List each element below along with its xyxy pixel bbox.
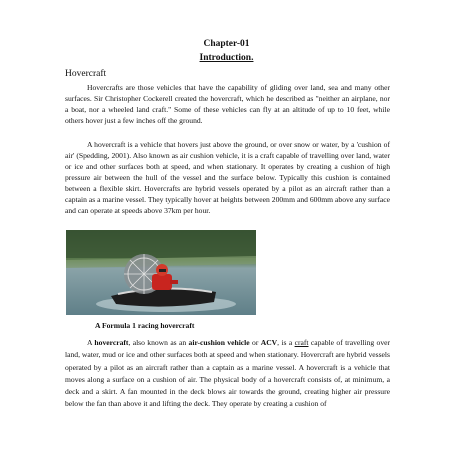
p3-rest: capable of travelling over land, water, mud or ice and other surfaces both at speed and when stationary. Hovercraft are hybrid vessels operated by a pilot as an aircraft rather than a captain as a marine vessel. A hovercraft is a vehicle that moves along a surface on a cushion of air. The physical body of a hovercraft consists of, at minimum, a deck and a skirt. A fan mounted in the deck blows air towards the ground, creating higher air pressure below the fan than above it and lifting the deck. They operate by creating a cushion of xyxy=(65,338,391,409)
term-hovercraft: hovercraft xyxy=(94,338,129,347)
p3-text-3: , is a xyxy=(277,338,295,347)
hovercraft-photo xyxy=(66,230,256,315)
p3-lead: A xyxy=(87,338,95,347)
figure-caption: A Formula 1 racing hovercraft xyxy=(95,321,195,330)
section-title: Hovercraft xyxy=(65,69,107,79)
term-acv: ACV xyxy=(260,338,278,347)
chapter-number: Chapter-01 xyxy=(203,39,250,49)
paragraph-acv xyxy=(65,337,390,411)
paragraph-intro: Hovercrafts are those vehicles that have the capability of gliding over land, sea and many other surfaces. Sir Christopher Cockerell created the hovercraft, which he described as "neither an airplane, nor a boat, nor a wheeled land craft." Some of these vehicles can fly at an altitude of up to 10 feet, while others hover just a few inches off the ground. xyxy=(65,83,390,125)
craft-link[interactable]: craft xyxy=(294,338,309,347)
chapter-title: Introduction. xyxy=(199,53,254,63)
p3-text-2: or xyxy=(249,338,261,347)
p3-text-1: , also known as an xyxy=(128,338,189,347)
term-air-cushion-vehicle: air-cushion vehicle xyxy=(188,338,250,347)
paragraph-definition: A hovercraft is a vehicle that hovers just above the ground, or over snow or water, by a 'cushion of air' (Spedding, 2001). Also known as air cushion vehicle, it is a craft capable of travelling over land, water or ice and other surfaces both at speed, and when stationary. It operates by creating a cushion of high pressure air between the hull of the vessel and the surface below. Typically this cushion is contained between a flexible skirt. Hovercrafts are hybrid vessels operated by a pilot as an aircraft rather than a captain as a marine vessel. They typically hover at heights between 200mm and 600mm above any surface and can operate at speeds above 37km per hour. xyxy=(65,140,390,215)
